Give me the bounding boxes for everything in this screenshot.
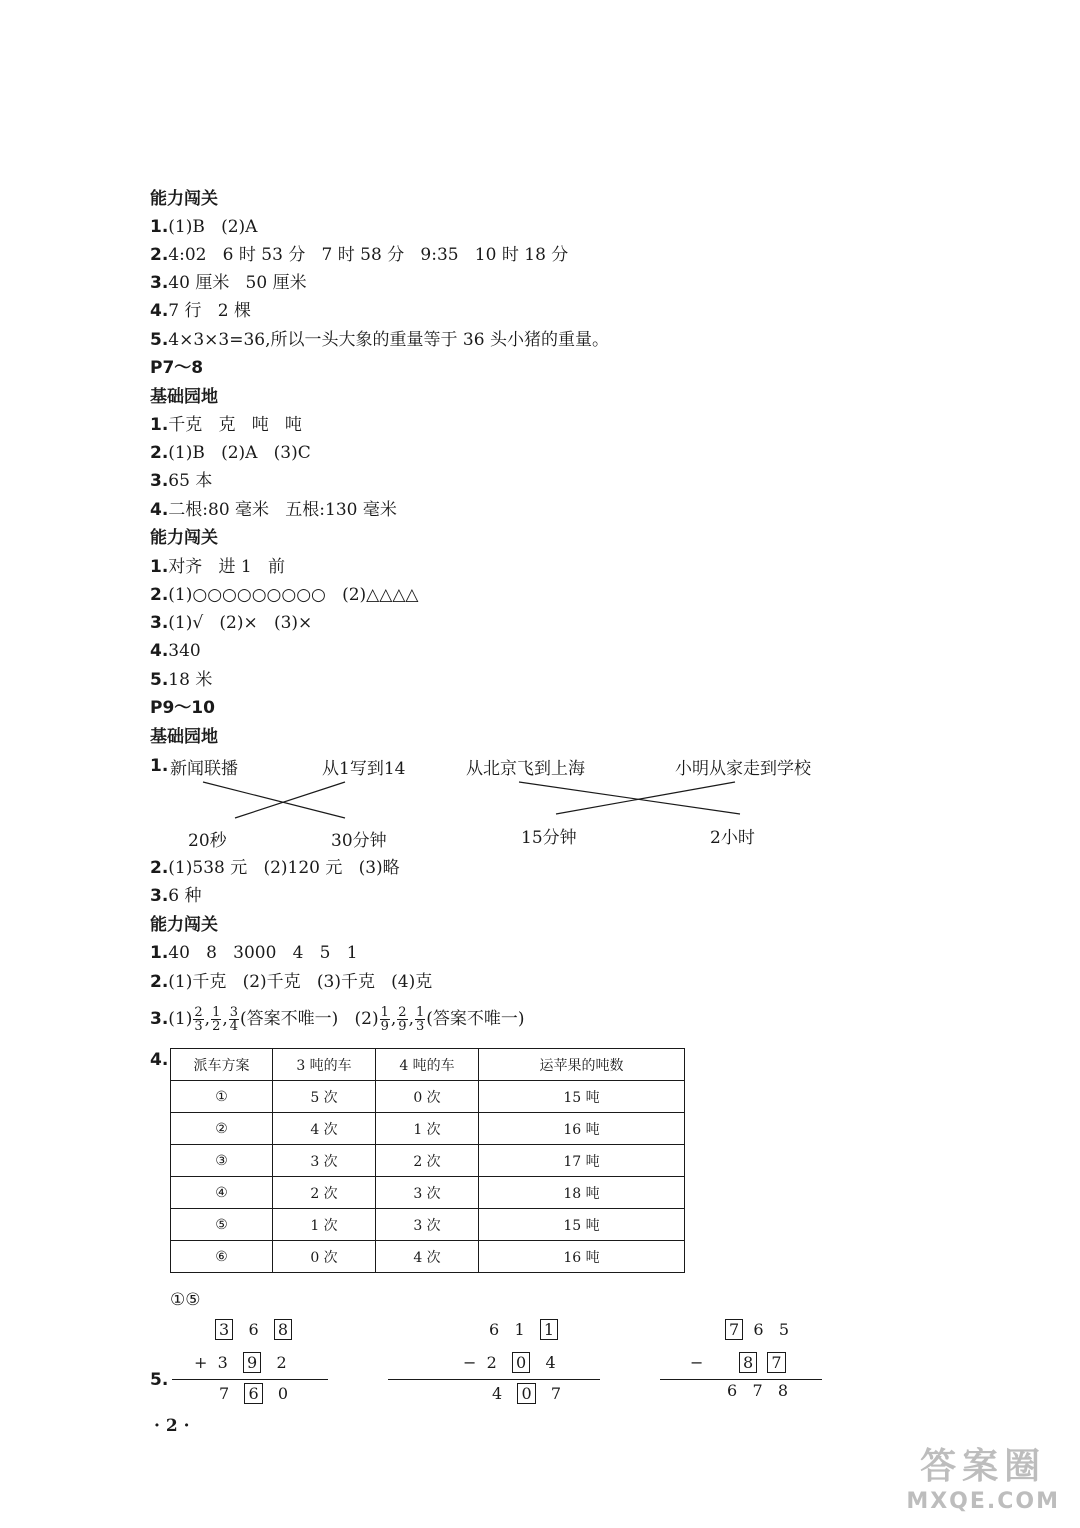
match-bottom-label: 2小时 [710,828,755,848]
table-row [171,1241,685,1273]
answer-line: 3.40 厘米 50 厘米 [150,273,307,293]
table-cell: 2 次 [273,1177,376,1209]
watermark-logo: 答案圈 MXQE.COM [906,1446,1060,1514]
section-heading: 能力闯关 [150,915,218,935]
table-cell: 0 次 [273,1241,376,1273]
fraction: $\frac{2}{9}$ [398,1005,407,1034]
table-row [171,1145,685,1177]
table-header: 运苹果的吨数 [479,1049,685,1081]
answer-line: 4.二根:80 毫米 五根:130 毫米 [150,500,397,520]
page-range-heading: P9～10 [150,698,215,718]
table-cell: 4 次 [376,1241,479,1273]
table-cell: 18 吨 [479,1177,685,1209]
table-cell: ⑥ [171,1241,273,1273]
answer-line: 1.(1)B (2)A [150,217,258,237]
fraction: $\frac{1}{3}$ [415,1005,425,1034]
match-bottom-label: 30分钟 [331,831,387,851]
arith-c-result: 6 7 8 [727,1381,789,1400]
table-cell: ⑤ [171,1209,273,1241]
table-cell: ② [171,1113,273,1145]
fraction: $\frac{1}{2}$ [212,1005,221,1034]
answer-line: 3.(1)√ (2)× (3)× [150,613,313,633]
table-answer: ①⑤ [170,1290,201,1310]
answer-line: 3.6 种 [150,886,202,906]
arith-b-result: 4 0 7 [492,1384,562,1403]
section-heading: 基础园地 [150,387,218,407]
answer-line: 4.340 [150,641,201,661]
table-cell: 3 次 [273,1145,376,1177]
match-top-label: 从1写到14 [322,759,406,779]
section-heading: 基础园地 [150,727,218,747]
answer-number: 1. [150,756,169,776]
arith-b-row2: − 2 0 4 [463,1353,556,1372]
fraction-answer-line: 3.(1) $\frac{2}{3}$ , $\frac{1}{2}$ , $\frac{3}{4}$ (答案不唯一) (2) $\frac{1}{9}$ , $\frac{2}{9}$ , $\frac{1}{3}$ (答案不唯一) [150,1005,525,1034]
table-cell: 1 次 [273,1209,376,1241]
table-header: 3 吨的车 [273,1049,376,1081]
arith-c-row1: 7 6 5 [725,1320,789,1339]
table-header: 4 吨的车 [376,1049,479,1081]
match-line [203,782,345,818]
answer-line: 3.65 本 [150,471,213,491]
match-line [235,782,345,818]
answer-line: 1.对齐 进 1 前 [150,557,285,577]
table-cell: 3 次 [376,1209,479,1241]
fraction: $\frac{1}{9}$ [380,1005,389,1034]
table-cell: ① [171,1081,273,1113]
answer-line: 2.(1)○○○○○○○○○ (2)△△△△ [150,585,419,605]
table-cell: ③ [171,1145,273,1177]
answer-line: 1.40 8 3000 4 5 1 [150,943,358,963]
page-range-heading: P7～8 [150,358,204,378]
match-bottom-label: 15分钟 [521,828,577,848]
table-cell: 2 次 [376,1145,479,1177]
answer-line: 4.7 行 2 棵 [150,301,251,321]
match-top-label: 新闻联播 [170,759,238,779]
arith-b-row1: 6 1 1 [489,1320,558,1339]
answer-line: 2.(1)B (2)A (3)C [150,443,311,463]
arith-c-row2: − 8 7 [690,1353,786,1372]
table-header-row [171,1049,685,1081]
fraction: $\frac{2}{3}$ [194,1005,203,1034]
sum-line [172,1379,328,1380]
match-top-label: 小明从家走到学校 [675,759,811,779]
table-cell: 16 吨 [479,1241,685,1273]
arith-a-row2: + 3 9 2 [194,1353,287,1372]
table-cell: 3 次 [376,1177,479,1209]
arith-a-row1: 3 6 8 [215,1320,292,1339]
section-heading: 能力闯关 [150,189,218,209]
difference-line [388,1379,600,1380]
table-cell: 5 次 [273,1081,376,1113]
dispatch-table [170,1048,685,1273]
match-bottom-label: 20秒 [188,831,227,851]
answer-number: 4. [150,1050,169,1070]
table-row [171,1177,685,1209]
table-header: 派车方案 [171,1049,273,1081]
match-top-label: 从北京飞到上海 [466,759,585,779]
arith-a-result: 7 6 0 [219,1384,289,1403]
answer-line: 1.千克 克 吨 吨 [150,415,302,435]
answer-line: 2.(1)千克 (2)千克 (3)千克 (4)克 [150,972,433,992]
answer-line: 2.(1)538 元 (2)120 元 (3)略 [150,858,400,878]
table-cell: 15 吨 [479,1209,685,1241]
answer-number: 5. [150,1370,169,1390]
section-heading: 能力闯关 [150,528,218,548]
answer-line: 2.4:02 6 时 53 分 7 时 58 分 9:35 10 时 18 分 [150,245,569,265]
table-cell: 17 吨 [479,1145,685,1177]
table-row [171,1113,685,1145]
answer-line: 5.4×3×3=36,所以一头大象的重量等于 36 头小猪的重量。 [150,330,609,350]
table-cell: 15 吨 [479,1081,685,1113]
table-cell: 0 次 [376,1081,479,1113]
table-row [171,1209,685,1241]
table-cell: ④ [171,1177,273,1209]
page-number: · 2 · [154,1416,190,1436]
answer-line: 5.18 米 [150,670,213,690]
table-cell: 4 次 [273,1113,376,1145]
table-row [171,1081,685,1113]
table-cell: 16 吨 [479,1113,685,1145]
table-cell: 1 次 [376,1113,479,1145]
difference-line [660,1379,822,1380]
fraction: $\frac{3}{4}$ [229,1005,239,1034]
